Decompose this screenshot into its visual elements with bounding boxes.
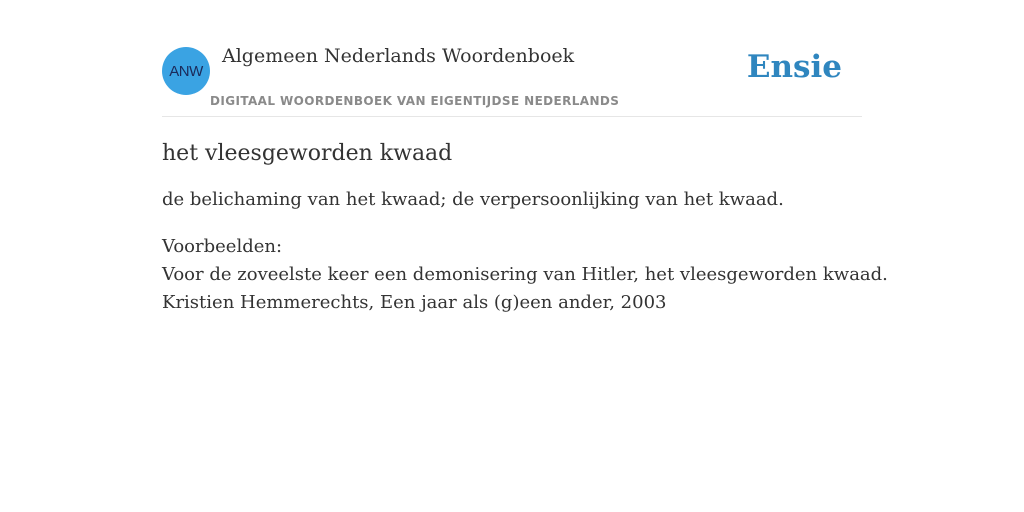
ensie-brand-link[interactable]: Ensie	[746, 49, 842, 85]
anw-logo[interactable]	[162, 47, 210, 95]
examples-label: Voorbeelden:	[162, 236, 283, 257]
example-sentence: Voor de zoveelste keer een demonisering van Hitler, het vleesgeworden kwaad.	[162, 264, 888, 285]
site-subtitle: DIGITAAL WOORDENBOEK VAN EIGENTIJDSE NEDERLANDS	[210, 94, 620, 108]
logo-text: ANW	[169, 62, 203, 80]
site-title[interactable]: Algemeen Nederlands Woordenboek	[222, 45, 575, 67]
entry-definition: de belichaming van het kwaad; de verpersoonlijking van het kwaad.	[162, 189, 784, 210]
entry-term: het vleesgeworden kwaad	[162, 141, 453, 166]
entry-content	[162, 138, 888, 317]
header	[162, 0, 862, 117]
examples-block	[162, 233, 888, 317]
example-source: Kristien Hemmerechts, Een jaar als (g)een ander, 2003	[162, 292, 667, 313]
